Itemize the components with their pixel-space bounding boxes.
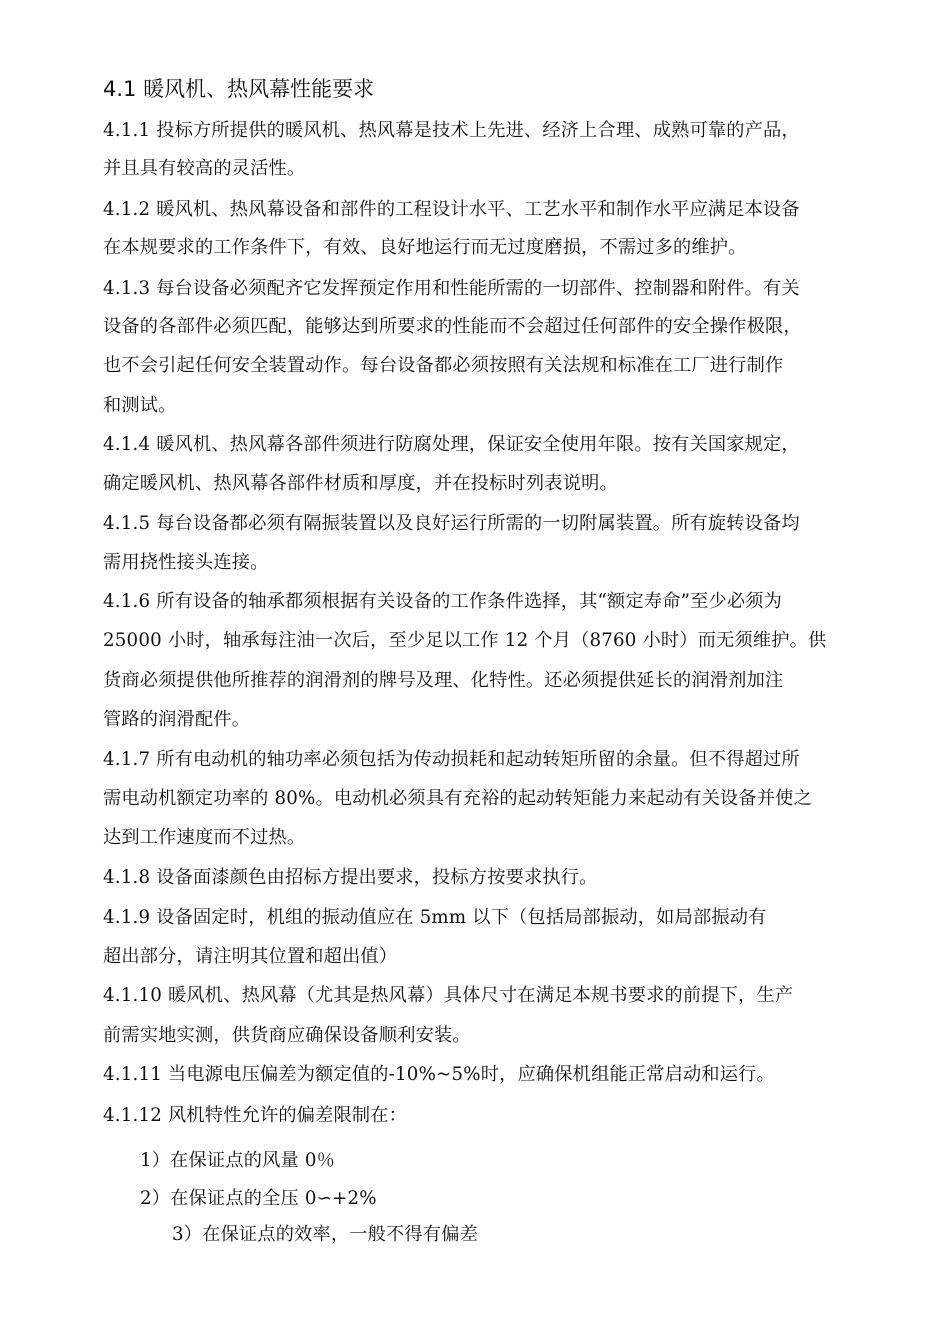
list-item: 1）在保证点的风量 0％ [140,1150,336,1171]
paragraph-line: 在本规要求的工作条件下，有效、良好地运行而无过度磨损，不需过多的维护。 [103,237,747,258]
paragraph-line: 前需实地实测，供货商应确保设备顺利安装。 [103,1025,471,1046]
paragraph-line: 4.1.9 设备固定时，机组的振动值应在 5mm 以下（包括局部振动，如局部振动有 [103,907,767,928]
paragraph-line: 货商必须提供他所推荐的润滑剂的牌号及理、化特性。还必须提供延长的润滑剂加注 [103,670,784,691]
paragraph-line: 4.1.7 所有电动机的轴功率必须包括为传动损耗和起动转矩所留的余量。但不得超过所 [103,749,800,770]
paragraph-line: 确定暖风机、热风幕各部件材质和厚度，并在投标时列表说明。 [103,473,618,494]
list-item: 2）在保证点的全压 0∽+2% [140,1188,377,1209]
paragraph-line: 4.1.2 暖风机、热风幕设备和部件的工程设计水平、工艺水平和制作水平应满足本设备 [103,199,800,220]
section-heading: 4.1 暖风机、热风幕性能要求 [103,77,375,101]
paragraph-line: 达到工作速度而不过热。 [103,827,306,848]
paragraph-line: 和测试。 [103,395,177,416]
list-item: 3）在保证点的效率，一般不得有偏差 [172,1224,478,1245]
paragraph-line: 4.1.11 当电源电压偏差为额定值的-10%~5%时，应确保机组能正常启动和运行。 [103,1064,775,1085]
paragraph-line: 需用挠性接头连接。 [103,552,269,573]
paragraph-line: 4.1.4 暖风机、热风幕各部件须进行防腐处理，保证安全使用年限。按有关国家规定， [103,434,800,455]
paragraph-line: 也不会引起任何安全装置动作。每台设备都必须按照有关法规和标准在工厂进行制作 [103,355,784,376]
paragraph-line: 超出部分，请注明其位置和超出值） [103,946,398,967]
paragraph-line: 4.1.12 风机特性允许的偏差限制在： [103,1105,408,1126]
paragraph-line: 管路的润滑配件。 [103,709,251,730]
paragraph-line: 4.1.6 所有设备的轴承都须根据有关设备的工作条件选择，其“额定寿命”至少必须为 [103,591,783,612]
paragraph-line: 4.1.1 投标方所提供的暖风机、热风幕是技术上先进、经济上合理、成熟可靠的产品， [103,120,800,141]
paragraph-line: 需电动机额定功率的 80%。电动机必须具有充裕的起动转矩能力来起动有关设备并使之 [103,788,812,809]
paragraph-line: 并且具有较高的灵活性。 [103,158,306,179]
paragraph-line: 25000 小时，轴承每注油一次后，至少足以工作 12 个月（8760 小时）而无须维护。供 [103,630,827,651]
paragraph-line: 设备的各部件必须匹配，能够达到所要求的性能而不会超过任何部件的安全操作极限， [103,316,802,337]
paragraph-line: 4.1.5 每台设备都必须有隔振装置以及良好运行所需的一切附属装置。所有旋转设备均 [103,513,800,534]
paragraph-line: 4.1.3 每台设备必须配齐它发挥预定作用和性能所需的一切部件、控制器和附件。有关 [103,278,800,299]
paragraph-line: 4.1.8 设备面漆颜色由招标方提出要求，投标方按要求执行。 [103,867,598,888]
paragraph-line: 4.1.10 暖风机、热风幕（尤其是热风幕）具体尺寸在满足本规书要求的前提下，生产 [103,985,794,1006]
